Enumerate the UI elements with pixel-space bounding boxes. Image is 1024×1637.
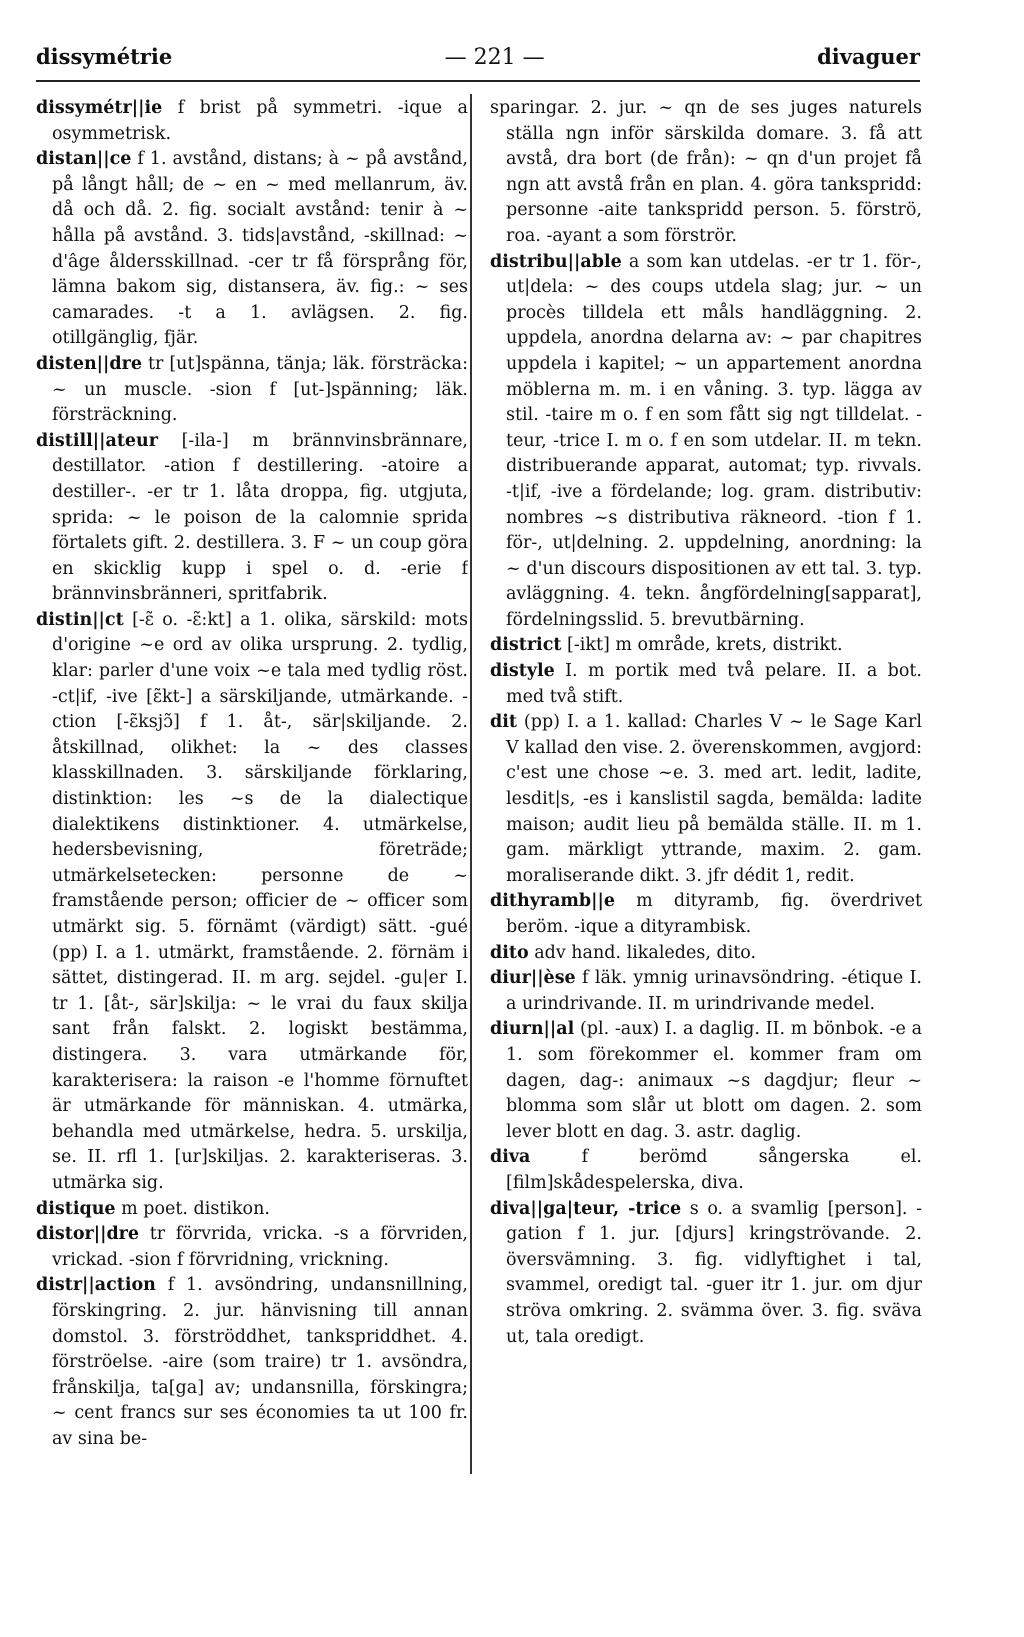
page-header	[36, 44, 920, 74]
entry-definition: [-ɛ̃ o. -ɛ̃:kt] a 1. olika, särskild: mots d'origine ~e ord av olika ursprung. 2. tydlig, klar: parler d'une voix ~e tala med tydlig röst. -ct|if, -ive [ɛ̃kt-] a särskiljande, utmärkande. -ction [-ɛ̃ksjɔ̃] f 1. åt-, sär|skiljande. 2. åtskillnad, olikhet: la ~ des classes klasskillnaden. 3. särskiljande förklaring, distinktion: les ~s de la dialectique dialektikens distinktioner. 4. utmärkelse, hedersbevisning, företräde; utmärkelsetecken: personne de ~ framstående person; officier de ~ officer som utmärkt sig. 5. förnämt (värdigt) sätt. -gué (pp) I. a 1. utmärkt, framstående. 2. förnäm i sättet, distingerad. II. m arg. sejdel. -gu|er I. tr 1. [åt-, sär]skilja: ~ le vrai du faux skilja sant från falskt. 2. logiskt bestämma, distingera. 3. vara utmärkande för, karakterisera: la raison -e l'homme förnuftet är utmärkande för människan. 4. utmärka, behandla med utmärkelse, hedra. 5. urskilja, se. II. rfl 1. [ur]skiljas. 2. karakteriseras. 3. utmärka sig.	[52, 609, 468, 1193]
left-column	[36, 96, 468, 1596]
dictionary-entry	[490, 1197, 922, 1351]
dictionary-entry	[490, 633, 922, 659]
dictionary-entry	[36, 96, 468, 147]
entry-headword: distyle	[490, 661, 555, 682]
entry-definition: m poet. distikon.	[115, 1198, 270, 1219]
entry-definition: f 1. avsöndring, undansnillning, förskingring. 2. jur. hänvisning till annan domstol. 3. förströddhet, tankspriddhet. 4. förströelse. -aire (som traire) tr 1. avsöndra, frånskilja, ta[ga] av; undansnilla, förskingra; ~ cent francs sur ses économies ta ut 100 fr. av sina be-	[52, 1275, 468, 1449]
entry-definition: (pp) I. a 1. kallad: Charles V ~ le Sage Karl V kallad den vise. 2. överenskommen, avgjord: c'est une chose ~e. 3. med art. ledit, ladite, lesdit|s, -es i kanslistil sagda, bemälda: ladite maison; audit lieu på bemälda ställe. II. m 1. gam. märkligt yttrande, maxim. 2. gam. moraliserande dikt. 3. jfr dédit 1, redit.	[506, 712, 922, 886]
dictionary-entry	[490, 96, 922, 250]
entry-headword: diurn||al	[490, 1019, 575, 1040]
dictionary-entry	[490, 941, 922, 967]
left-guide-word: dissymétrie	[36, 44, 173, 69]
page-number: — 221 —	[444, 45, 545, 70]
entry-headword: diva||ga|teur, -trice	[490, 1198, 682, 1219]
entry-headword: dissymétr||ie	[36, 98, 163, 118]
entry-headword: dit	[490, 712, 517, 733]
entry-headword: distin||ct	[36, 609, 124, 630]
dictionary-entry	[36, 1273, 468, 1452]
entry-definition: f berömd sångerska el. [film]skådespelerska, diva.	[506, 1147, 922, 1193]
dictionary-entry	[490, 1017, 922, 1145]
header-rule	[36, 80, 920, 82]
entry-definition: s o. a svamlig [person]. -gation f 1. jur. [djurs] kringströvande. 2. översvämning. 3. fig. vidlyftighet i tal, svammel, oredigt tal. -guer itr 1. jur. om djur ströva omkring. 2. svämma över. 3. fig. sväva ut, tala oredigt.	[506, 1198, 922, 1347]
entry-headword: distr||action	[36, 1275, 156, 1296]
entry-headword: distor||dre	[36, 1224, 140, 1245]
entry-definition: f brist på symmetri. -ique a osymmetrisk.	[52, 98, 468, 144]
entry-definition: m dityramb, fig. överdrivet beröm. -ique a dityrambisk.	[506, 891, 922, 937]
entry-definition: a som kan utdelas. -er tr 1. för-, ut|dela: ~ des coups utdela slag; jur. ~ un procès tilldela ett måls handläggning. 2. uppdela, anordna delarna av: ~ par chapitres uppdela i kapitel; ~ un appartement anordna möblerna m. m. i en våning. 3. typ. lägga av stil. -taire m o. f en som fått sig ngt tilldelat. -teur, -trice I. m o. f en som utdelar. II. m tekn. distribuerande apparat, automat; typ. rivvals. -t|if, -ive a fördelande; log. gram. distributiv: nombres ~s distributiva räkneord. -tion f 1. för-, ut|delning. 2. uppdelning, anordning: la ~ d'un discours dispositionen av ett tal. 3. typ. avläggning. 4. tekn. ångfördelning[sapparat], fördelningsslid. 5. brevutbärning.	[506, 251, 922, 630]
entry-headword: distill||ateur	[36, 430, 158, 451]
dictionary-entry	[36, 608, 468, 1197]
dictionary-entry	[36, 147, 468, 352]
entry-headword: dito	[490, 942, 529, 963]
right-guide-word: divaguer	[817, 44, 920, 69]
entry-headword: disten||dre	[36, 353, 142, 374]
entry-headword: distan||ce	[36, 149, 132, 170]
dictionary-entry	[490, 659, 922, 710]
entry-definition: sparingar. 2. jur. ~ qn de ses juges naturels ställa ngn inför särskilda domare. 3. få att avstå, dra bort (de från): ~ qn d'un projet få ngn att avstå från en plan. 4. göra tankspridd: personne -aite tankspridd person. 5. förströ, roa. -ayant a som förströr.	[490, 98, 922, 246]
entry-definition: (pl. -aux) I. a daglig. II. m bönbok. -e a 1. som förekommer el. kommer fram om dagen, dag-: animaux ~s dagdjur; fleur ~ blomma som slår ut blott om dagen. 2. som lever blott en dag. 3. astr. daglig.	[506, 1019, 922, 1142]
entry-definition: tr [ut]spänna, tänja; läk. försträcka: ~ un muscle. -sion f [ut-]spänning; läk. försträckning.	[52, 353, 468, 426]
entry-definition: f läk. ymnig urinavsöndring. -étique I. a urindrivande. II. m urindrivande medel.	[506, 968, 922, 1014]
dictionary-entry	[36, 1197, 468, 1223]
entry-headword: dithyramb||e	[490, 891, 616, 912]
entry-definition: [-ikt] m område, krets, distrikt.	[561, 635, 843, 656]
entry-headword: diur||èse	[490, 968, 576, 989]
dictionary-entry	[490, 966, 922, 1017]
entry-headword: distique	[36, 1198, 116, 1219]
entry-headword: diva	[490, 1147, 531, 1168]
right-column	[490, 96, 922, 1596]
entry-definition: f 1. avstånd, distans; à ~ på avstånd, på långt håll; de ~ en ~ med mellanrum, äv. då och då. 2. fig. socialt avstånd: tenir à ~ hålla på avstånd. 3. tids|avstånd, -skillnad: ~ d'âge åldersskillnad. -cer tr få försprång för, lämna bakom sig, distansera, äv. fig.: ~ ses camarades. -t a 1. avlägsen. 2. fig. otillgänglig, fjär.	[52, 149, 468, 349]
dictionary-entry	[490, 1145, 922, 1196]
dictionary-entry	[490, 710, 922, 889]
column-divider	[470, 94, 472, 1474]
entry-headword: distribu||able	[490, 251, 622, 272]
entry-definition: adv hand. likaledes, dito.	[528, 942, 757, 963]
entry-headword: district	[490, 635, 562, 656]
entry-definition: [-ila-] m brännvinsbrännare, destillator. -ation f destillering. -atoire a destiller-. -er tr 1. låta droppa, fig. utgjuta, sprida: ~ le poison de la calomnie sprida förtalets gift. 2. destillera. 3. F ~ un coup göra en skicklig kupp i spel o. d. -erie f brännvinsbränneri, spritfabrik.	[52, 430, 468, 605]
dictionary-entry	[36, 1222, 468, 1273]
entry-definition: tr förvrida, vricka. -s a förvriden, vrickad. -sion f förvridning, vrickning.	[52, 1224, 468, 1270]
dictionary-entry	[490, 250, 922, 634]
dictionary-entry	[36, 352, 468, 429]
dictionary-entry	[490, 889, 922, 940]
entry-definition: I. m portik med två pelare. II. a bot. med två stift.	[506, 661, 922, 707]
dictionary-entry	[36, 429, 468, 608]
